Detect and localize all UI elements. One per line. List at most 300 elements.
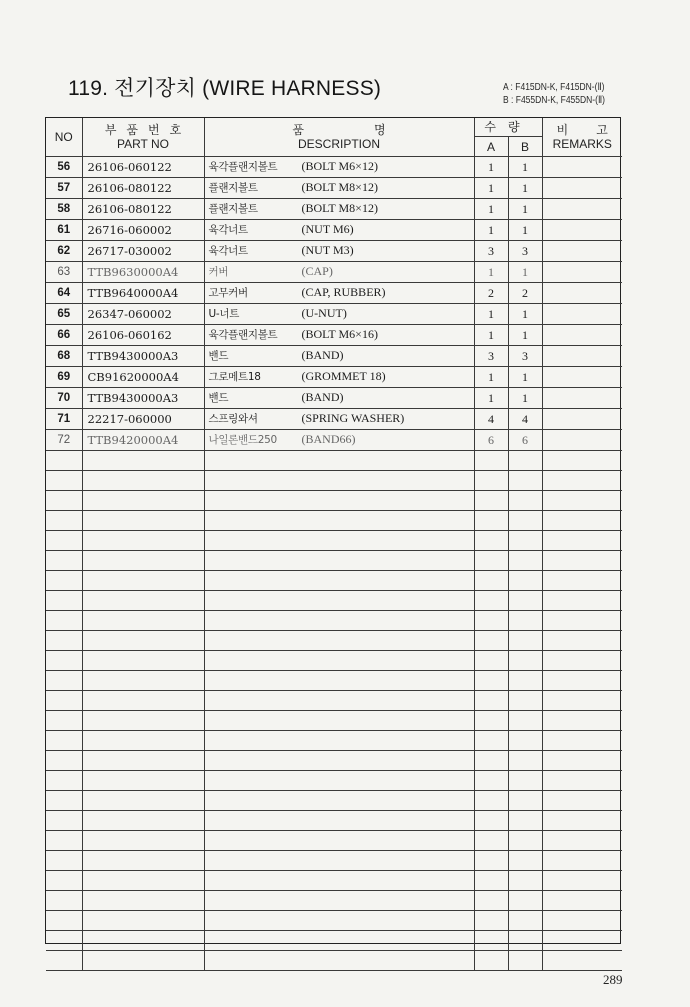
empty-table-row (46, 751, 622, 771)
empty-cell (82, 931, 204, 951)
empty-cell (46, 891, 82, 911)
empty-cell (474, 731, 508, 751)
cell-description (204, 283, 474, 304)
empty-cell (204, 751, 474, 771)
cell-qty-b: 6 (508, 430, 542, 451)
cell-part-no: 26106-080122 (82, 178, 204, 199)
cell-part-no: CB91620000A4 (82, 367, 204, 388)
empty-cell (474, 791, 508, 811)
cell-qty-b: 1 (508, 199, 542, 220)
empty-cell (82, 731, 204, 751)
empty-cell (82, 771, 204, 791)
empty-cell (204, 911, 474, 931)
description-ko: 육각플랜지볼트 (208, 161, 278, 173)
empty-cell (542, 831, 622, 851)
remarks-header (542, 118, 636, 157)
empty-cell (204, 491, 474, 511)
empty-cell (542, 711, 622, 731)
cell-qty-a: 1 (474, 388, 508, 409)
description-ko: 육각너트 (208, 245, 248, 257)
empty-cell (82, 951, 204, 971)
cell-no: 63 (46, 262, 82, 283)
cell-qty-a: 1 (474, 220, 508, 241)
empty-table-row (46, 891, 622, 911)
cell-qty-b: 1 (508, 367, 542, 388)
description-ko: 스프링와셔 (208, 413, 258, 425)
empty-cell (46, 791, 82, 811)
description-en: (NUT M3) (301, 243, 354, 257)
part-no-header (82, 118, 204, 157)
empty-cell (542, 451, 622, 471)
cell-description (204, 199, 474, 220)
table-row (46, 220, 622, 241)
empty-cell (204, 691, 474, 711)
empty-cell (508, 851, 542, 871)
description-ko: 밴드 (208, 350, 229, 362)
cell-qty-a: 3 (474, 346, 508, 367)
empty-cell (542, 771, 622, 791)
empty-cell (508, 831, 542, 851)
cell-part-no: TTB9630000A4 (82, 262, 204, 283)
empty-table-row (46, 571, 622, 591)
empty-cell (508, 471, 542, 491)
empty-cell (82, 871, 204, 891)
empty-cell (542, 691, 622, 711)
cell-remarks (542, 325, 622, 346)
cell-no: 66 (46, 325, 82, 346)
empty-cell (82, 671, 204, 691)
empty-cell (82, 591, 204, 611)
cell-description (204, 388, 474, 409)
empty-cell (508, 551, 542, 571)
empty-cell (46, 911, 82, 931)
empty-cell (204, 531, 474, 551)
empty-cell (474, 711, 508, 731)
cell-no: 62 (46, 241, 82, 262)
cell-description (204, 430, 474, 451)
empty-table-row (46, 911, 622, 931)
empty-cell (542, 931, 622, 951)
empty-cell (474, 631, 508, 651)
description-en: (BOLT M6×16) (301, 327, 378, 341)
cell-no: 56 (46, 157, 82, 178)
empty-cell (508, 651, 542, 671)
empty-cell (82, 551, 204, 571)
qty-b-header: B (508, 137, 542, 157)
empty-cell (542, 791, 622, 811)
empty-cell (82, 691, 204, 711)
empty-cell (82, 891, 204, 911)
empty-cell (474, 671, 508, 691)
table-row (46, 325, 622, 346)
empty-cell (474, 691, 508, 711)
empty-table-row (46, 511, 622, 531)
empty-cell (508, 691, 542, 711)
table-row (46, 241, 622, 262)
empty-cell (46, 811, 82, 831)
cell-qty-b: 1 (508, 388, 542, 409)
empty-cell (508, 611, 542, 631)
table-row (46, 304, 622, 325)
empty-cell (204, 771, 474, 791)
description-en: (CAP, RUBBER) (301, 285, 386, 299)
empty-cell (542, 751, 622, 771)
empty-cell (82, 711, 204, 731)
cell-remarks (542, 178, 622, 199)
empty-cell (82, 791, 204, 811)
empty-cell (508, 671, 542, 691)
empty-cell (474, 831, 508, 851)
cell-remarks (542, 388, 622, 409)
empty-cell (82, 611, 204, 631)
empty-cell (508, 571, 542, 591)
empty-table-row (46, 551, 622, 571)
page-title: 119. 전기장치 (WIRE HARNESS) (68, 77, 382, 100)
empty-table-row (46, 691, 622, 711)
cell-no: 70 (46, 388, 82, 409)
empty-table-row (46, 871, 622, 891)
empty-cell (46, 571, 82, 591)
empty-table-row (46, 831, 622, 851)
table-row (46, 178, 622, 199)
empty-cell (82, 751, 204, 771)
cell-qty-a: 1 (474, 304, 508, 325)
empty-cell (46, 631, 82, 651)
cell-part-no: 26716-060002 (82, 220, 204, 241)
empty-cell (46, 851, 82, 871)
cell-qty-b: 1 (508, 304, 542, 325)
description-en: (BOLT M8×12) (301, 201, 378, 215)
cell-no: 58 (46, 199, 82, 220)
empty-cell (204, 931, 474, 951)
remarks-header-en: REMARKS (552, 137, 612, 151)
cell-no: 71 (46, 409, 82, 430)
description-ko: 그로메트18 (208, 371, 261, 383)
empty-cell (542, 611, 622, 631)
empty-cell (542, 811, 622, 831)
empty-cell (542, 591, 622, 611)
empty-table-row (46, 491, 622, 511)
description-ko: 고무커버 (208, 287, 248, 299)
description-ko: 육각플랜지볼트 (208, 329, 278, 341)
empty-cell (474, 751, 508, 771)
description-header-en: DESCRIPTION (297, 137, 380, 151)
cell-remarks (542, 220, 622, 241)
empty-cell (508, 931, 542, 951)
empty-cell (204, 711, 474, 731)
table-row (46, 262, 622, 283)
cell-qty-b: 1 (508, 262, 542, 283)
empty-table-row (46, 591, 622, 611)
cell-qty-b: 2 (508, 283, 542, 304)
empty-cell (204, 571, 474, 591)
empty-cell (46, 671, 82, 691)
cell-part-no: TTB9430000A3 (82, 388, 204, 409)
empty-cell (474, 951, 508, 971)
cell-description (204, 367, 474, 388)
empty-cell (474, 571, 508, 591)
empty-cell (542, 631, 622, 651)
cell-description (204, 409, 474, 430)
empty-cell (46, 511, 82, 531)
empty-cell (474, 651, 508, 671)
cell-qty-a: 4 (474, 409, 508, 430)
cell-qty-a: 2 (474, 283, 508, 304)
empty-table-row (46, 631, 622, 651)
table-row (46, 388, 622, 409)
empty-table-row (46, 531, 622, 551)
cell-description (204, 346, 474, 367)
empty-cell (46, 731, 82, 751)
empty-cell (204, 471, 474, 491)
empty-cell (82, 531, 204, 551)
empty-cell (474, 551, 508, 571)
description-en: (BAND) (301, 348, 344, 362)
empty-cell (542, 471, 622, 491)
empty-cell (46, 751, 82, 771)
empty-cell (542, 551, 622, 571)
part-no-header-en: PART NO (116, 137, 169, 151)
empty-cell (204, 611, 474, 631)
cell-remarks (542, 367, 622, 388)
cell-remarks (542, 346, 622, 367)
cell-qty-a: 3 (474, 241, 508, 262)
empty-cell (46, 471, 82, 491)
empty-table-row (46, 851, 622, 871)
empty-table-row (46, 651, 622, 671)
empty-cell (508, 731, 542, 751)
quantity-header: 수량 (474, 118, 542, 137)
empty-cell (474, 771, 508, 791)
empty-cell (474, 491, 508, 511)
description-ko: 나일론밴드250 (208, 434, 277, 446)
empty-cell (542, 531, 622, 551)
description-en: (BOLT M6×12) (301, 159, 378, 173)
empty-cell (46, 451, 82, 471)
empty-cell (508, 951, 542, 971)
empty-cell (542, 671, 622, 691)
empty-cell (82, 491, 204, 511)
empty-cell (204, 451, 474, 471)
empty-cell (542, 491, 622, 511)
empty-cell (46, 491, 82, 511)
empty-cell (46, 691, 82, 711)
cell-qty-b: 3 (508, 346, 542, 367)
empty-cell (508, 711, 542, 731)
cell-part-no: 26106-080122 (82, 199, 204, 220)
cell-qty-b: 1 (508, 220, 542, 241)
empty-cell (46, 551, 82, 571)
cell-description (204, 157, 474, 178)
description-en: (BAND) (301, 390, 344, 404)
cell-description (204, 325, 474, 346)
cell-part-no: 26717-030002 (82, 241, 204, 262)
cell-no: 72 (46, 430, 82, 451)
empty-table-row (46, 451, 622, 471)
cell-part-no: 26106-060122 (82, 157, 204, 178)
cell-qty-a: 1 (474, 367, 508, 388)
empty-cell (474, 471, 508, 491)
empty-cell (542, 951, 622, 971)
empty-cell (508, 531, 542, 551)
empty-table-row (46, 611, 622, 631)
no-header: NO (46, 118, 82, 157)
empty-cell (542, 651, 622, 671)
cell-qty-b: 4 (508, 409, 542, 430)
empty-cell (46, 591, 82, 611)
empty-cell (204, 731, 474, 751)
empty-table-row (46, 791, 622, 811)
empty-cell (204, 551, 474, 571)
table-row (46, 346, 622, 367)
cell-qty-a: 1 (474, 325, 508, 346)
empty-cell (542, 571, 622, 591)
description-ko: 플랜지볼트 (208, 203, 258, 215)
cell-part-no: TTB9430000A3 (82, 346, 204, 367)
empty-table-row (46, 471, 622, 491)
cell-part-no: 22217-060000 (82, 409, 204, 430)
empty-cell (542, 851, 622, 871)
empty-cell (82, 451, 204, 471)
remarks-header-ko: 비고 (556, 123, 636, 137)
empty-cell (82, 571, 204, 591)
cell-no: 57 (46, 178, 82, 199)
empty-cell (508, 751, 542, 771)
empty-cell (542, 511, 622, 531)
empty-cell (82, 911, 204, 931)
description-ko: 커버 (208, 266, 229, 278)
empty-cell (474, 851, 508, 871)
cell-remarks (542, 409, 622, 430)
empty-cell (46, 711, 82, 731)
description-ko: U-너트 (208, 308, 240, 320)
empty-cell (508, 511, 542, 531)
empty-cell (204, 891, 474, 911)
table-row (46, 157, 622, 178)
cell-qty-a: 1 (474, 178, 508, 199)
description-en: (BOLT M8×12) (301, 180, 378, 194)
empty-cell (474, 931, 508, 951)
cell-remarks (542, 199, 622, 220)
empty-cell (204, 671, 474, 691)
cell-part-no: 26347-060002 (82, 304, 204, 325)
cell-no: 61 (46, 220, 82, 241)
empty-cell (82, 651, 204, 671)
empty-cell (82, 631, 204, 651)
empty-cell (204, 631, 474, 651)
empty-cell (204, 591, 474, 611)
cell-qty-b: 1 (508, 178, 542, 199)
cell-qty-a: 1 (474, 199, 508, 220)
empty-table-row (46, 951, 622, 971)
empty-cell (508, 771, 542, 791)
description-en: (CAP) (301, 264, 333, 278)
empty-cell (204, 811, 474, 831)
empty-cell (508, 911, 542, 931)
empty-cell (542, 871, 622, 891)
empty-cell (508, 591, 542, 611)
cell-qty-a: 1 (474, 262, 508, 283)
empty-cell (46, 531, 82, 551)
description-en: (NUT M6) (301, 222, 354, 236)
page-number: 289 (603, 972, 623, 987)
cell-description (204, 262, 474, 283)
empty-cell (46, 771, 82, 791)
parts-table-body (46, 157, 622, 971)
empty-cell (82, 831, 204, 851)
empty-table-row (46, 811, 622, 831)
description-ko: 밴드 (208, 392, 229, 404)
description-ko: 육각너트 (208, 224, 248, 236)
empty-cell (204, 791, 474, 811)
empty-table-row (46, 771, 622, 791)
model-a-label: A : F415DN-K, F415DN-(Ⅱ) (503, 82, 605, 93)
empty-cell (542, 891, 622, 911)
table-row (46, 367, 622, 388)
empty-cell (204, 831, 474, 851)
cell-description (204, 241, 474, 262)
description-header-ko: 품명 (292, 123, 456, 137)
cell-remarks (542, 157, 622, 178)
empty-cell (508, 891, 542, 911)
empty-cell (508, 491, 542, 511)
empty-cell (508, 451, 542, 471)
table-row (46, 283, 622, 304)
empty-cell (204, 511, 474, 531)
empty-cell (46, 611, 82, 631)
empty-cell (82, 471, 204, 491)
description-header (204, 118, 474, 157)
table-row (46, 409, 622, 430)
description-en: (SPRING WASHER) (301, 411, 405, 425)
empty-cell (474, 611, 508, 631)
cell-qty-b: 1 (508, 325, 542, 346)
empty-cell (474, 531, 508, 551)
empty-cell (474, 811, 508, 831)
cell-remarks (542, 241, 622, 262)
empty-table-row (46, 931, 622, 951)
empty-cell (46, 871, 82, 891)
model-b-label: B : F455DN-K, F455DN-(Ⅱ) (503, 95, 605, 106)
empty-cell (474, 591, 508, 611)
empty-cell (508, 871, 542, 891)
cell-qty-b: 3 (508, 241, 542, 262)
cell-remarks (542, 304, 622, 325)
empty-cell (474, 891, 508, 911)
cell-no: 69 (46, 367, 82, 388)
description-ko: 플랜지볼트 (208, 182, 258, 194)
part-no-header-ko: 부품번호 (104, 123, 192, 137)
empty-cell (82, 851, 204, 871)
parts-table (45, 117, 636, 944)
empty-cell (46, 951, 82, 971)
description-en: (BAND66) (301, 432, 356, 446)
empty-cell (204, 851, 474, 871)
empty-cell (82, 511, 204, 531)
empty-table-row (46, 731, 622, 751)
description-en: (U-NUT) (301, 306, 347, 320)
qty-a-header: A (474, 137, 508, 157)
cell-description (204, 304, 474, 325)
table-row (46, 430, 622, 451)
empty-table-row (46, 711, 622, 731)
model-legend (503, 81, 605, 107)
empty-cell (474, 451, 508, 471)
empty-cell (46, 651, 82, 671)
cell-no: 68 (46, 346, 82, 367)
cell-description (204, 220, 474, 241)
cell-remarks (542, 283, 622, 304)
